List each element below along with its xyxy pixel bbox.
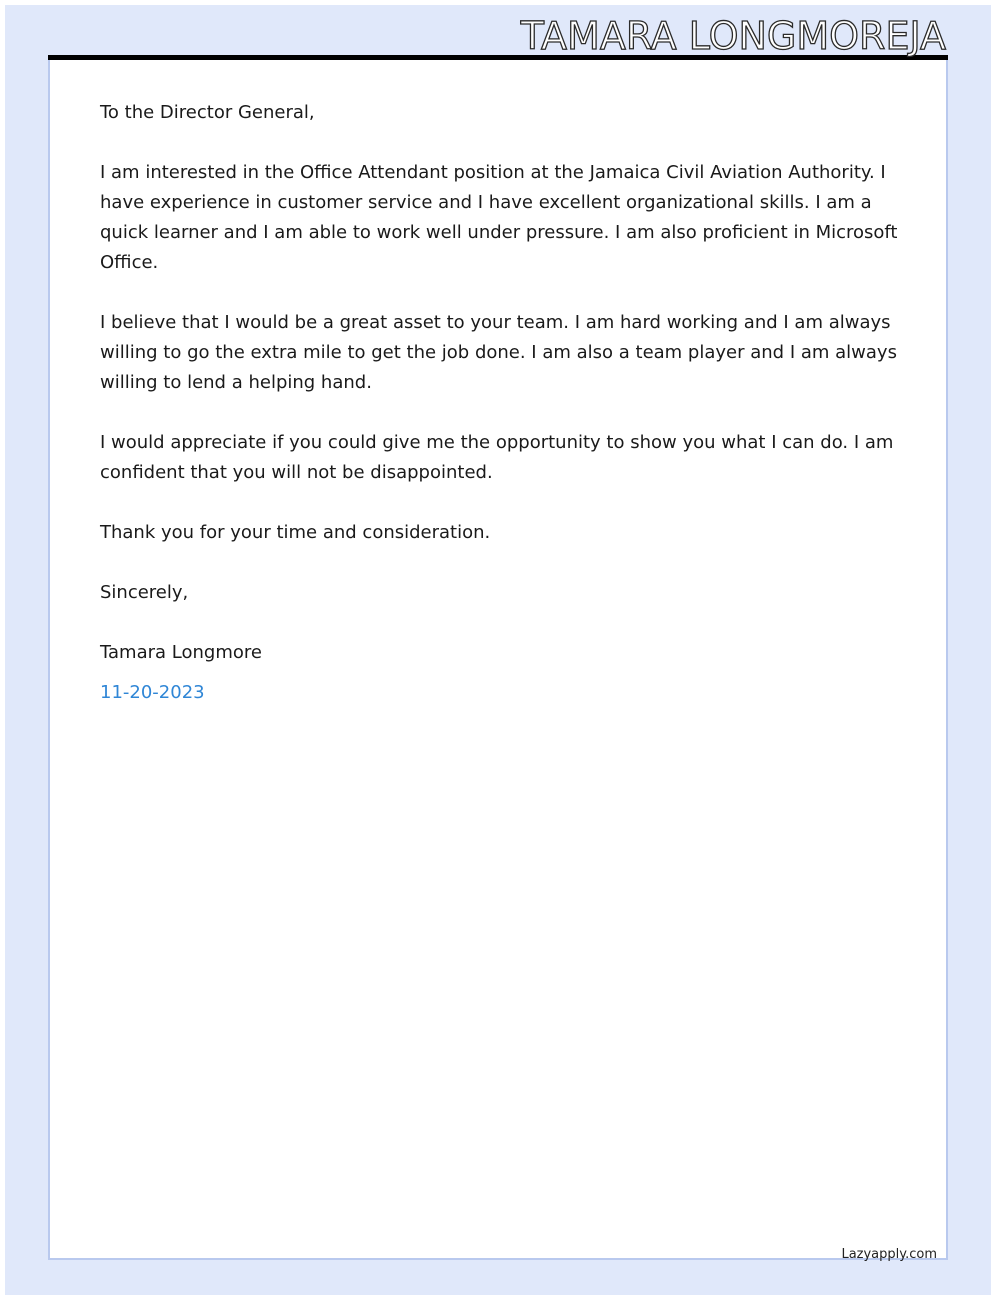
letter-body xyxy=(100,98,900,738)
paragraph-1: I am interested in the Office Attendant position at the Jamaica Civil Aviation Authority. I have experience in customer service and I have excellent organizational skills. I am a quick learner and I am able to work well under pressure. I am also proficient in Microsoft Office. xyxy=(100,162,898,273)
closing: Sincerely, xyxy=(100,582,189,603)
paragraph-4: Thank you for your time and consideration. xyxy=(100,522,491,543)
footer-watermark: Lazyapply.com xyxy=(841,1247,937,1262)
paragraph-2: I believe that I would be a great asset to your team. I am hard working and I am always willing to go the extra mile to get the job done. I am also a team player and I am always willing to lend a helping hand. xyxy=(100,312,897,393)
header-name: TAMARA LONGMOREJA xyxy=(520,14,946,58)
letter-date: 11-20-2023 xyxy=(100,682,205,703)
signature-name: Tamara Longmore xyxy=(100,642,262,663)
salutation: To the Director General, xyxy=(100,102,315,123)
paragraph-3: I would appreciate if you could give me the opportunity to show you what I can do. I am confident that you will not be disappointed. xyxy=(100,432,894,483)
